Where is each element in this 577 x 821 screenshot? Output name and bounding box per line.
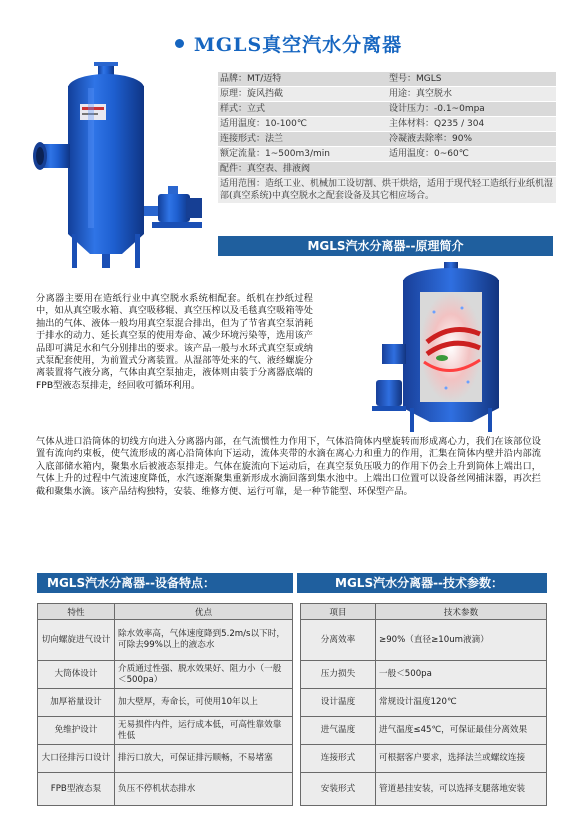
table-row	[301, 661, 547, 689]
feature-desc: 无易损件内件，运行成本低，可高性靠效靠性低	[115, 717, 293, 745]
tech-section-header: MGLS汽水分离器--技术参数：	[297, 573, 547, 593]
tech-item: 压力损失	[301, 661, 376, 689]
spec-cell: 额定流量：1~500m3/min	[218, 147, 387, 162]
tech-value: 一般＜500pa	[376, 661, 547, 689]
tech-table	[300, 603, 547, 806]
tech-item: 进气温度	[301, 717, 376, 745]
spec-config: 配件：真空表、排液阀	[218, 162, 556, 177]
page-title-text: MGLS真空汽水分离器	[193, 34, 403, 56]
principle-paragraph-2: 气体从进口沿筒体的切线方向进入分离器内部，在气流惯性力作用下，气体沿筒体内壁旋转而形成离心力，我们在该部位设置有流向约束板，使气流形成的离心沿筒体向下运动，流体夹带的水滴在离心力和重力的作用，汇集在筒体内壁并沿内部流入底部储水箱内，聚集水后被液态泵排走。气体在旋流向下运动后，在真空泵负压吸力的作用下仍会上升到筒体上端出口，气体上升的过程中气流速度降低，水汽逐渐聚集重新形成水滴回落到集水池中。上端出口位置可以设备丝网捕沫器，再次拦截和聚集水滴。该产品结构独特，安装、维修方便、运行可靠，是一种节能型、环保型产品。	[36, 436, 541, 497]
tech-value: 常规设计温度120℃	[376, 689, 547, 717]
spec-cell: 设计压力：-0.1~0mpa	[387, 102, 556, 117]
page-title	[0, 30, 577, 57]
principle-paragraph-1: 分离器主要用在造纸行业中真空脱水系统相配套。纸机在抄纸过程中，如从真空吸水箱、真空吸移辊、真空压榨以及毛毯真空吸箱等处抽出的气体、液体一般均用真空泵混合排出，但为了节省真空泵消耗于排水的动力、延长真空泵的使用寿命、减少环境污染等，选用该产品即可满足水和气分别排出的要求。该产品一般与水环式真空泵或纳式泵配套使用，为前置式分离装置。从湿部等处来的气、液经螺旋分离装置将气液分离，气体由真空泵抽走，液体则由装于分离器底端的FPB型液态泵排走，经回收可循环利用。	[36, 293, 313, 391]
spec-row	[218, 72, 556, 87]
feature-desc: 除水效率高，气体速度降到5.2m/s以下时，可除去99%以上的液态水	[115, 620, 293, 661]
spec-scope: 适用范围：造纸工业、机械加工设切割、烘干烘焙，适用于现代轻工造纸行业纸机湿部(真空系统)中真空脱水之配套设备及其它相应场合。	[218, 177, 556, 204]
table-row	[38, 620, 293, 661]
table-row	[301, 689, 547, 717]
spec-cell: 型号：MGLS	[387, 72, 556, 87]
table-header-row	[38, 604, 293, 620]
features-table	[37, 603, 293, 806]
feature-name: 加厚裕量设计	[38, 689, 115, 717]
spec-row	[218, 87, 556, 102]
feature-name: 大口径排污口设计	[38, 745, 115, 773]
feature-desc: 负压不停机状态排水	[115, 773, 293, 806]
table-row	[38, 689, 293, 717]
table-row	[38, 773, 293, 806]
spec-cell: 主体材料：Q235 / 304	[387, 117, 556, 132]
feature-desc: 加大壁厚，寿命长，可使用10年以上	[115, 689, 293, 717]
table-row	[38, 745, 293, 773]
bullet-icon	[175, 39, 184, 48]
feature-name: FPB型液态泵	[38, 773, 115, 806]
column-header: 项目	[301, 604, 376, 620]
feature-name: 大筒体设计	[38, 661, 115, 689]
tech-item: 分离效率	[301, 620, 376, 661]
table-row	[301, 717, 547, 745]
spec-row	[218, 102, 556, 117]
feature-desc: 排污口放大，可保证排污顺畅，不易堵塞	[115, 745, 293, 773]
spec-row	[218, 147, 556, 162]
table-row	[38, 717, 293, 745]
features-section-header: MGLS汽水分离器--设备特点：	[37, 573, 293, 593]
spec-row	[218, 162, 556, 177]
table-header-row	[301, 604, 547, 620]
column-header: 优点	[115, 604, 293, 620]
spec-row	[218, 117, 556, 132]
spec-cell: 适用温度：10-100℃	[218, 117, 387, 132]
cutaway-diagram	[372, 262, 522, 432]
column-header: 技术参数	[376, 604, 547, 620]
feature-desc: 介质通过性强、脱水效果好、阻力小（一般＜500pa）	[115, 661, 293, 689]
principle-section-header: MGLS汽水分离器--原理简介	[218, 236, 553, 256]
tech-item: 连接形式	[301, 745, 376, 773]
spec-row	[218, 177, 556, 204]
spec-cell: 连接形式：法兰	[218, 132, 387, 147]
tech-value: ≥90%（直径≥10um液滴）	[376, 620, 547, 661]
spec-cell: 冷凝液去除率：90%	[387, 132, 556, 147]
column-header: 特性	[38, 604, 115, 620]
table-row	[301, 773, 547, 806]
tech-value: 管道悬挂安装，可以选择支腿落地安装	[376, 773, 547, 806]
spec-row	[218, 132, 556, 147]
spec-cell: 适用温度：0~60℃	[387, 147, 556, 162]
spec-cell: 原理：旋风挡截	[218, 87, 387, 102]
feature-name: 免维护设计	[38, 717, 115, 745]
feature-name: 切向螺旋进气设计	[38, 620, 115, 661]
product-photo	[18, 58, 213, 273]
tech-item: 设计温度	[301, 689, 376, 717]
tech-item: 安装形式	[301, 773, 376, 806]
table-row	[301, 620, 547, 661]
spec-table	[218, 72, 556, 204]
spec-cell: 样式：立式	[218, 102, 387, 117]
table-row	[38, 661, 293, 689]
tech-value: 进气温度≤45℃，可保证最佳分离效果	[376, 717, 547, 745]
spec-cell: 品牌：MT/迈特	[218, 72, 387, 87]
tech-value: 可根据客户要求，选择法兰或螺纹连接	[376, 745, 547, 773]
spec-cell: 用途：真空脱水	[387, 87, 556, 102]
table-row	[301, 745, 547, 773]
